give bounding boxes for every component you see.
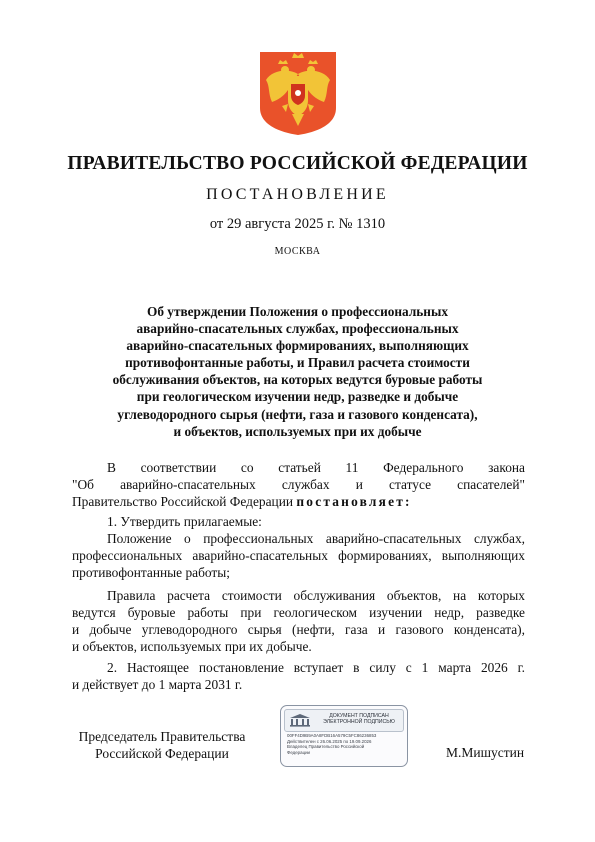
document-title xyxy=(0,303,595,440)
paragraph-line: ведутся буровые работы при геологическом изучении недр, разведке xyxy=(72,605,525,620)
title-line: аварийно-спасательных формированиях, выполняющих xyxy=(126,338,469,354)
stamp-details xyxy=(287,733,376,755)
city: МОСКВА xyxy=(274,246,321,257)
paragraph-line: противофонтанные работы; xyxy=(72,565,230,580)
document-type: ПОСТАНОВЛЕНИЕ xyxy=(206,186,389,203)
paragraph-line: 2. Настоящее постановление вступает в силу с 1 марта 2026 г. xyxy=(107,660,525,675)
owner-line: Владелец Правительство Российской xyxy=(287,744,365,750)
title-line: противофонтанные работы, и Правил расчета стоимости xyxy=(125,355,470,371)
decree-verb: постановляет: xyxy=(296,494,412,509)
stamp-title xyxy=(315,713,403,726)
signatory-position xyxy=(72,728,252,762)
paragraph-line: и объектов, используемых при их добыче. xyxy=(72,639,312,654)
paragraph-line: и действует до 1 марта 2031 г. xyxy=(72,677,243,692)
title-line: при геологическом изучении недр, разведке и добыче xyxy=(136,389,459,405)
paragraph-line: В соответствии со статьей 11 Федерального закона xyxy=(107,460,525,475)
coat-of-arms-emblem xyxy=(258,50,338,136)
regulation-paragraph xyxy=(72,530,525,581)
rules-paragraph xyxy=(72,587,525,655)
paragraph-line: и добыче углеводородного сырья (нефти, газа и газового конденсата), xyxy=(72,622,525,637)
title-line: Об утверждении Положения о профессиональных xyxy=(146,304,449,319)
title-line: обслуживания объектов, на которых ведутся буровые работы xyxy=(112,372,483,388)
paragraph-line: профессиональных аварийно-спасательных формированиях, выполняющих xyxy=(72,548,525,563)
item-1 xyxy=(72,513,525,530)
stamp-title-line: ЭЛЕКТРОННОЙ ПОДПИСЬЮ xyxy=(323,719,395,726)
government-name: ПРАВИТЕЛЬСТВО РОССИЙСКОЙ ФЕДЕРАЦИИ xyxy=(67,153,528,174)
validity-period: Действителен с 26.06.2025 по 19.09.2026 xyxy=(287,738,372,744)
paragraph-line: "Об аварийно-спасательных службах и статусе спасателей" xyxy=(72,477,525,492)
paragraph-line: Положение о профессиональных аварийно-спасательных службах, xyxy=(107,531,525,546)
title-line: и объектов, используемых при их добыче xyxy=(173,423,422,439)
stamp-header xyxy=(284,709,404,732)
title-line: аварийно-спасательных службах, профессиональных xyxy=(136,321,459,337)
position-line: Российской Федерации xyxy=(95,746,229,761)
signatory-name: М.Мишустин xyxy=(446,745,525,760)
preamble-subject: Правительство Российской Федерации xyxy=(72,494,297,509)
preamble-paragraph xyxy=(72,459,525,510)
owner-line: Федерации xyxy=(287,749,310,755)
paragraph-line: 1. Утвердить прилагаемые: xyxy=(107,514,262,529)
title-line: углеводородного сырья (нефти, газа и газового конденсата), xyxy=(117,406,478,422)
paragraph-line xyxy=(72,493,525,510)
certificate-number: 00FF4D9B9A0A8FDB16A579C5FC86236853 xyxy=(287,733,377,738)
electronic-signature-stamp xyxy=(280,705,408,767)
paragraph-line: Правила расчета стоимости обслуживания объектов, на которых xyxy=(107,588,525,603)
position-line: Председатель Правительства xyxy=(78,729,246,744)
item-2 xyxy=(72,659,525,693)
date-and-number: от 29 августа 2025 г. № 1310 xyxy=(209,216,386,232)
stamp-title-line: ДОКУМЕНТ ПОДПИСАН xyxy=(329,713,389,719)
government-building-icon xyxy=(289,713,311,727)
